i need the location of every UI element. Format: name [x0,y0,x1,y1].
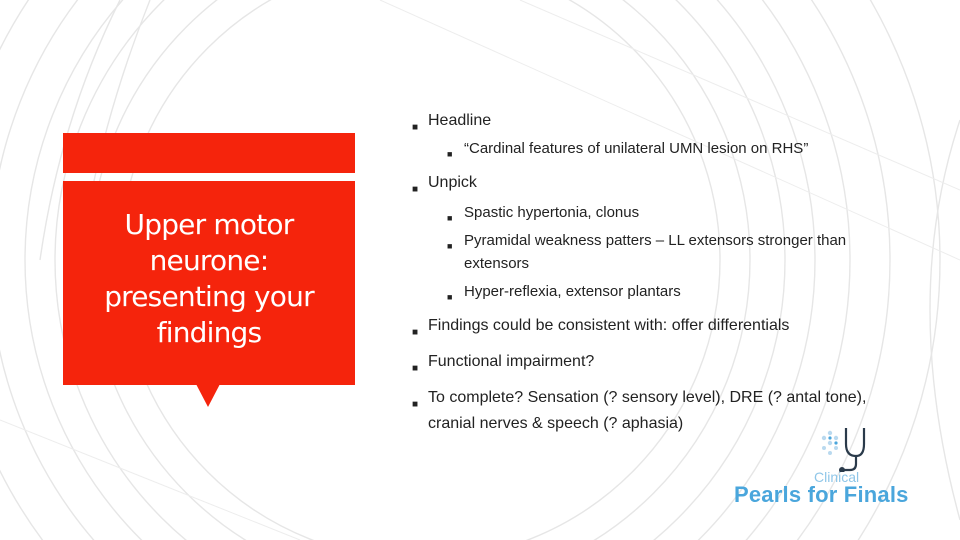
bullet-square-icon: ■ [447,149,453,159]
bullet-square-icon: ■ [412,399,419,410]
bullet-square-icon: ■ [447,213,453,223]
bullet-square-icon: ■ [412,363,419,374]
sub-bullet-cardinal-features: ■ “Cardinal features of unilateral UMN lesion on RHS” [412,137,882,160]
logo-clinical-text: Clinical [814,469,860,485]
clinical-pearls-logo [734,424,944,512]
sub-bullet-pyramidal-weakness: ■ Pyramidal weakness patters – LL extensors stronger than extensors [447,232,847,272]
bullet-headline: ■ Headline [412,108,882,134]
logo-pearls-text: Pearls for Finals [734,482,909,507]
sub-bullet-hyper-reflexia: ■ Hyper-reflexia, extensor plantars [412,280,882,303]
bullet-square-icon: ■ [412,184,419,195]
title-accent-band [63,133,355,173]
bullet-unpick: ■ Unpick [412,170,882,196]
bullet-findings: ■ Findings could be consistent with: offer differentials [412,313,882,339]
bullet-square-icon: ■ [412,327,419,338]
bullet-square-icon: ■ [447,292,453,302]
stethoscope-pearls-icon [818,424,868,472]
bullet-square-icon: ■ [412,122,419,133]
bullet-to-complete: ■ To complete? Sensation (? sensory level), DRE (? antal tone), cranial nerves & speech (? aphasia) [412,389,867,432]
sub-bullet-spastic-hypertonia: ■ Spastic hypertonia, clonus [412,201,882,224]
bullet-functional-impairment: ■ Functional impairment? [412,349,882,375]
bullet-square-icon: ■ [447,241,453,251]
bullet-list [412,108,882,437]
title-box-pointer [196,384,220,407]
slide-title: Upper motor neurone: presenting your findings [104,208,314,349]
